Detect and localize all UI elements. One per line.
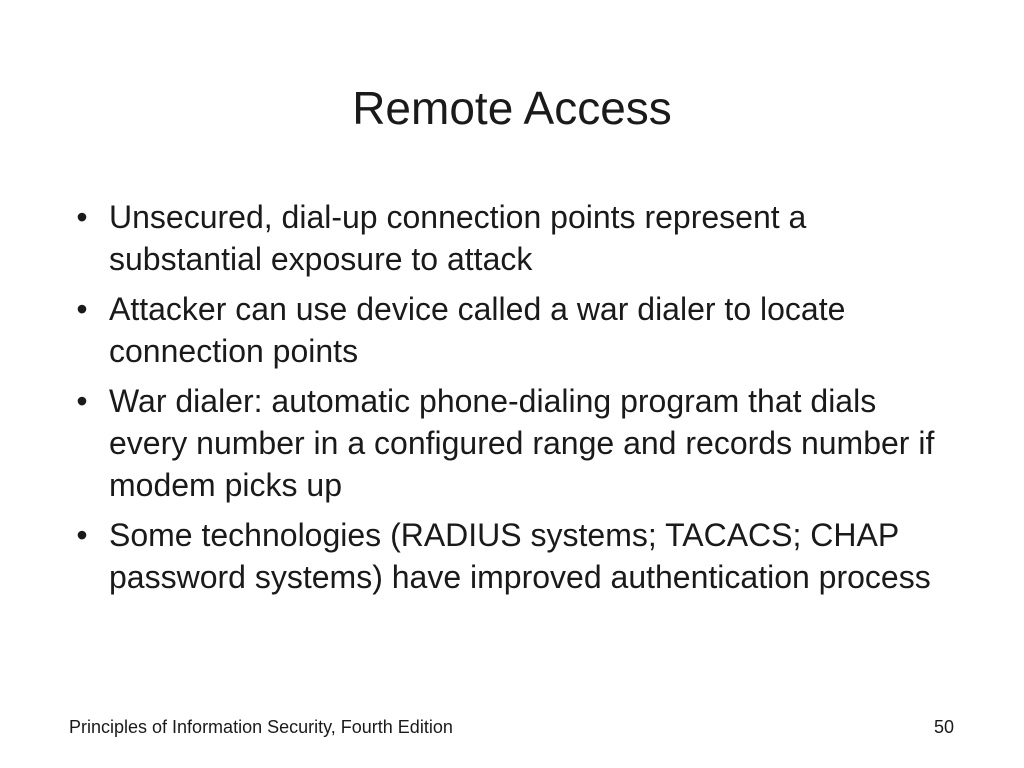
bullet-text: Some technologies (RADIUS systems; TACACS; CHAP password systems) have improved authentication process — [109, 517, 931, 595]
bullet-text: Attacker can use device called a war dialer to locate connection points — [109, 291, 846, 369]
footer-book-title: Principles of Information Security, Fourth Edition — [69, 717, 453, 737]
bullet-text: War dialer: automatic phone-dialing program that dials every number in a configured range and records number if modem picks up — [109, 383, 935, 503]
bullet-dot-icon: • — [76, 517, 88, 553]
bullet-item — [72, 514, 952, 598]
bullet-item — [72, 288, 952, 372]
bullet-item — [72, 380, 952, 506]
bullet-text: Unsecured, dial-up connection points represent a substantial exposure to attack — [109, 199, 807, 277]
slide-title: Remote Access — [352, 82, 672, 134]
bullet-dot-icon: • — [76, 383, 88, 419]
bullet-dot-icon: • — [76, 199, 88, 235]
bullet-dot-icon: • — [76, 291, 88, 327]
bullet-item — [72, 196, 952, 280]
bullet-list — [72, 196, 952, 606]
footer-page-number: 50 — [933, 717, 954, 737]
